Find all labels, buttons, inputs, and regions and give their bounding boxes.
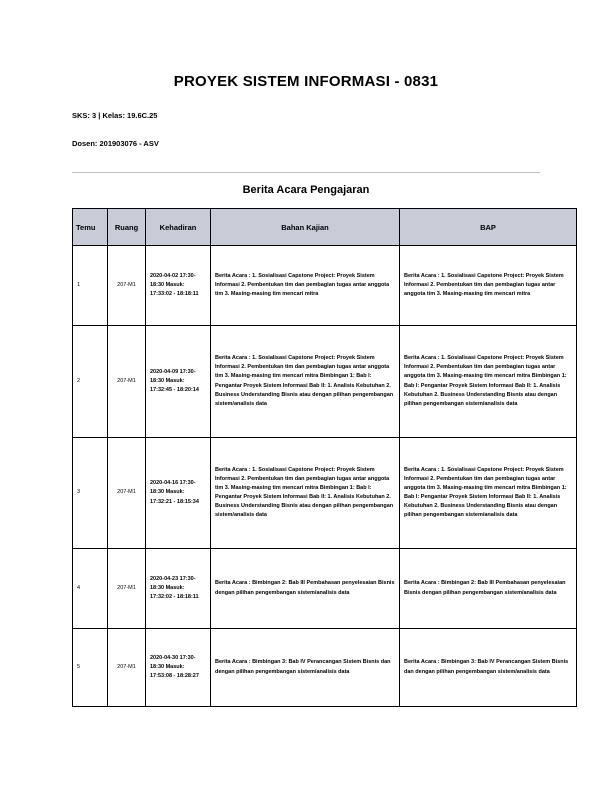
- cell-bap: Berita Acara : Bimbingan 3: Bab IV Perancangan Sistem Bisnis dan dengan pilihan pengembangan sistem/analisis data: [400, 629, 577, 707]
- course-sks-class: SKS: 3 | Kelas: 19.6C.25: [72, 111, 158, 120]
- cell-ruang: 207-M1: [108, 438, 146, 549]
- document-title: PROYEK SISTEM INFORMASI - 0831: [173, 73, 439, 90]
- column-header-ruang: Ruang: [108, 209, 146, 246]
- table-row: [73, 549, 577, 629]
- cell-temu: 3: [73, 438, 108, 549]
- cell-bap: Berita Acara : 1. Sosialisasi Capstone Project: Proyek Sistem Informasi 2. Pembentukan tim dan pembagian tugas antar anggota tim 3. Masing-masing tim mencari mitra Bimbingan 1: Bab I: Pengantar Proyek Sistem Informasi Bab II: 1. Analisis Kebutuhan 2. Business Understanding Bisnis atau dengan pilihan pengembangan sistem/analisis data: [400, 438, 577, 549]
- column-header-kehadiran: Kehadiran: [146, 209, 211, 246]
- cell-bahan-kajian: Berita Acara : 1. Sosialisasi Capstone Project: Proyek Sistem Informasi 2. Pembentukan tim dan pembagian tugas antar anggota tim 3. Masing-masing tim mencari mitra: [211, 246, 400, 326]
- cell-ruang: 207-M1: [108, 326, 146, 438]
- column-header-bap: BAP: [400, 209, 577, 246]
- table-row: [73, 246, 577, 326]
- cell-ruang: 207-M1: [108, 549, 146, 629]
- cell-ruang: 207-M1: [108, 629, 146, 707]
- cell-bap: Berita Acara : 1. Sosialisasi Capstone Project: Proyek Sistem Informasi 2. Pembentukan tim dan pembagian tugas antar anggota tim 3. Masing-masing tim mencari mitra: [400, 246, 577, 326]
- cell-bahan-kajian: Berita Acara : 1. Sosialisasi Capstone Project: Proyek Sistem Informasi 2. Pembentukan tim dan pembagian tugas antar anggota tim 3. Masing-masing tim mencari mitra Bimbingan 1: Bab I: Pengantar Proyek Sistem Informasi Bab II: 1. Analisis Kebutuhan 2. Business Understanding Bisnis atau dengan pilihan pengembangan sistem/analisis data: [211, 438, 400, 549]
- cell-ruang: 207-M1: [108, 246, 146, 326]
- column-header-temu: Temu: [73, 209, 108, 246]
- cell-kehadiran: 2020-04-09 17:30-18:30 Masuk: 17:32:45 - 18:20:14: [146, 326, 211, 438]
- teaching-log-table: [72, 208, 577, 707]
- cell-kehadiran: 2020-04-16 17:30-18:30 Masuk: 17:32:21 - 18:15:34: [146, 438, 211, 549]
- column-header-bahan-kajian: Bahan Kajian: [211, 209, 400, 246]
- cell-temu: 4: [73, 549, 108, 629]
- cell-bahan-kajian: Berita Acara : Bimbingan 2: Bab III Pembahasan penyelesaian Bisnis dengan pilihan pengembangan sistem/analisis data: [211, 549, 400, 629]
- cell-bahan-kajian: Berita Acara : 1. Sosialisasi Capstone Project: Proyek Sistem Informasi 2. Pembentukan tim dan pembagian tugas antar anggota tim 3. Masing-masing tim mencari mitra Bimbingan 1: Bab I: Pengantar Proyek Sistem Informasi Bab II: 1. Analisis Kebutuhan 2. Business Understanding Bisnis atau dengan pilihan pengembangan sistem/analisis data: [211, 326, 400, 438]
- cell-temu: 2: [73, 326, 108, 438]
- table-row: [73, 438, 577, 549]
- cell-temu: 5: [73, 629, 108, 707]
- cell-temu: 1: [73, 246, 108, 326]
- table-row: [73, 629, 577, 707]
- cell-kehadiran: 2020-04-02 17:30-18:30 Masuk: 17:33:02 - 18:18:11: [146, 246, 211, 326]
- cell-kehadiran: 2020-04-23 17:30-18:30 Masuk: 17:32:02 - 18:18:11: [146, 549, 211, 629]
- cell-bahan-kajian: Berita Acara : Bimbingan 3: Bab IV Perancangan Sistem Bisnis dan dengan pilihan pengembangan sistem/analisis data: [211, 629, 400, 707]
- table-header-row: [73, 209, 577, 246]
- section-title: Berita Acara Pengajaran: [242, 184, 370, 196]
- divider-line: [72, 172, 540, 173]
- cell-kehadiran: 2020-04-30 17:30-18:30 Masuk: 17:53:08 - 18:28:27: [146, 629, 211, 707]
- cell-bap: Berita Acara : 1. Sosialisasi Capstone Project: Proyek Sistem Informasi 2. Pembentukan tim dan pembagian tugas antar anggota tim 3. Masing-masing tim mencari mitra Bimbingan 1: Bab I: Pengantar Proyek Sistem Informasi Bab II: 1. Analisis Kebutuhan 2. Business Understanding Bisnis atau dengan pilihan pengembangan sistem/analisis data: [400, 326, 577, 438]
- cell-bap: Berita Acara : Bimbingan 2: Bab III Pembahasan penyelesaian Bisnis dengan pilihan pengembangan sistem/analisis data: [400, 549, 577, 629]
- lecturer-info: Dosen: 201903076 - ASV: [72, 139, 159, 148]
- table-row: [73, 326, 577, 438]
